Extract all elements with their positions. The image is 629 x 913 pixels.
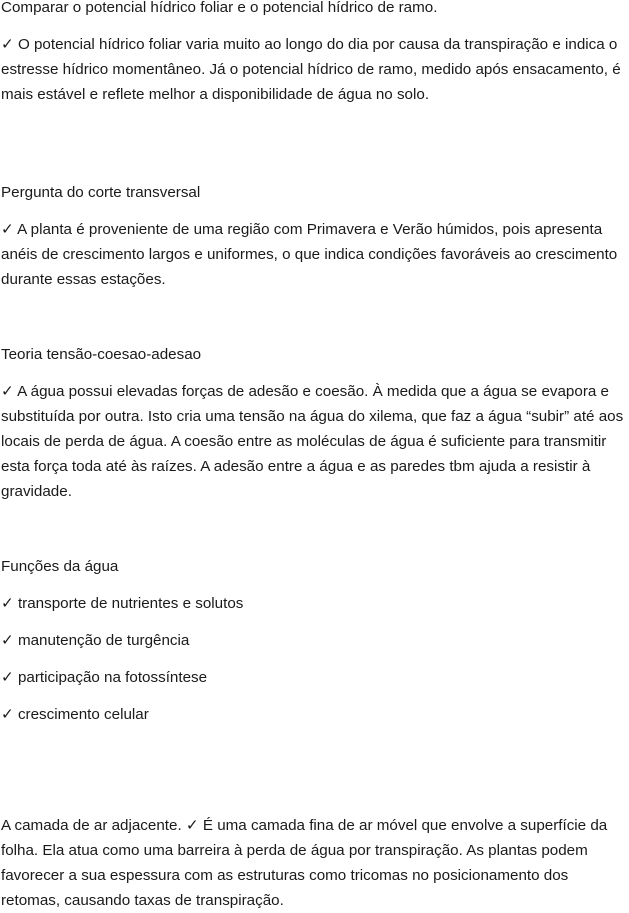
section-heading: Comparar o potencial hídrico foliar e o potencial hídrico de ramo. bbox=[1, 0, 438, 16]
section-heading: Teoria tensão-coesao-adesao bbox=[1, 346, 202, 363]
list-item: ✓ manutenção de turgência bbox=[1, 632, 190, 649]
section-answer: ✓ A água possui elevadas forças de adesão e coesão. À medida que a água se evapora e substituída por outra. Isto cria uma tensão na água do xilema, que faz a água “subir” até aos locais de perda de água. A coesão entre as moléculas de água é suficiente para transmitir esta força toda até às raízes. A adesão entre a água e as paredes tbm ajuda a resistir à gravidade. bbox=[1, 383, 624, 500]
list-item: ✓ crescimento celular bbox=[1, 706, 149, 723]
section-answer: A camada de ar adjacente. ✓ É uma camada fina de ar móvel que envolve a superfície da folha. Ela atua como uma barreira à perda de água por transpiração. As plantas podem favorecer a sua espessura com as estruturas como tricomas no posicionamento dos retomas, causando taxas de transpiração. bbox=[1, 817, 608, 909]
section-teoria-tensao bbox=[1, 342, 627, 504]
section-potencial-hidrico bbox=[1, 0, 627, 107]
list-item: ✓ transporte de nutrientes e solutos bbox=[1, 595, 244, 612]
section-corte-transversal bbox=[1, 180, 627, 292]
section-answer: ✓ A planta é proveniente de uma região com Primavera e Verão húmidos, pois apresenta anéis de crescimento largos e uniformes, o que indica condições favoráveis ao crescimento durante essas estações. bbox=[1, 221, 618, 288]
section-heading: Pergunta do corte transversal bbox=[1, 184, 201, 201]
section-answer: ✓ O potencial hídrico foliar varia muito ao longo do dia por causa da transpiração e indica o estresse hídrico momentâneo. Já o potencial hídrico de ramo, medido após ensacamento, é mais estável e reflete melhor a disponibilidade de água no solo. bbox=[1, 36, 621, 103]
section-camada-ar bbox=[1, 813, 627, 913]
section-funcoes-agua bbox=[1, 554, 627, 739]
list-item: ✓ participação na fotossíntese bbox=[1, 669, 208, 686]
section-heading: Funções da água bbox=[1, 558, 119, 575]
